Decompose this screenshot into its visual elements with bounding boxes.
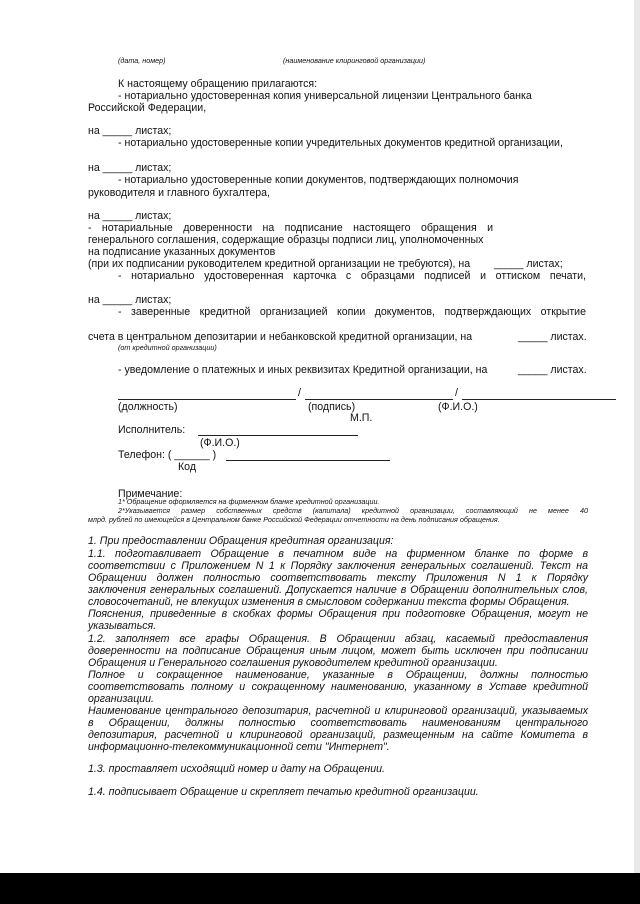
executor-line: [198, 435, 358, 436]
separator-1: /: [298, 387, 301, 399]
para-1-2-line: Полное и сокращенное наименование, указанные в Обращении, должны полностью: [88, 669, 588, 681]
clearing-org-caption: (наименование клиринговой организации): [283, 56, 426, 65]
sheets-count-3: на _____ листах;: [88, 210, 172, 222]
sheets-count-1: на _____ листах;: [88, 125, 172, 137]
para-1-2-line: 1.2. заполняет все графы Обращения. В Обращении абзац, касаемый предоставления: [88, 633, 588, 645]
stamp-caption: М.П.: [350, 412, 373, 424]
fio-caption: (Ф.И.О.): [438, 401, 478, 413]
attachment-proxy-l3: на подписание указанных документов: [88, 246, 276, 258]
attachment-authority-cont: руководителя и главного бухгалтера,: [88, 187, 271, 199]
fio-line: [462, 399, 616, 400]
sheets-count-6: _____ листах.: [518, 331, 587, 343]
phone-line: [226, 460, 390, 461]
executor-label: Исполнитель:: [118, 424, 186, 436]
date-number-caption: (дата, номер): [118, 56, 166, 65]
para-1-2-line: в Обращении, должны полностью соответствовать наименованиям центрального: [88, 717, 588, 729]
position-line: [118, 399, 296, 400]
attachment-charter: - нотариально удостоверенные копии учредительных документов кредитной организации,: [118, 137, 563, 149]
para-1-2-line: информационно-телекоммуникационной сети "Интернет".: [88, 741, 390, 753]
accounts-note: (от кредитной организации): [118, 343, 217, 352]
signature-line: [305, 399, 453, 400]
note-2-cont: млрд. рублей по имеющейся в Центральном банке Российской Федерации отчетности на день подписания обращения.: [88, 515, 500, 524]
scan-bottom-border: [0, 873, 640, 904]
para-1-1-line: Пояснения, приведенные в скобках формы Обращения при подготовке Обращения, могут не: [88, 608, 588, 620]
para-1-2-line: депозитария, расчетной и клиринговой организаций, размещенным на сайте Комитета в: [88, 729, 588, 741]
para-1-1-line: 1.1. подготавливает Обращение в печатном виде на фирменном бланке по форме в: [88, 548, 588, 560]
sheets-count-5: на _____ листах;: [88, 294, 172, 306]
sheets-count-7: _____ листах.: [518, 364, 587, 376]
attachment-proxy-l2: генерального соглашения, содержащие образцы подписи лиц, уполномоченных: [88, 234, 484, 246]
attachment-requisites: - уведомление о платежных и иных реквизитах Кредитной организации, на: [118, 364, 488, 376]
para-1-2-line: Наименование центрального депозитария, расчетной и клиринговой организаций, указываемых: [88, 705, 588, 717]
para-1-1-line: Обращении должен полностью соответствовать тексту Приложения N 1 к Порядку: [88, 572, 588, 584]
note-2: 2*Указывается размер собственных средств (капитала) кредитной организации, составляющий не менее 40: [118, 506, 588, 515]
attachment-proxy: - нотариальные доверенности на подписание настоящего обращения и: [88, 222, 493, 234]
para-1-2-line: организации.: [88, 693, 154, 705]
para-1-2-line: соответствовать полному и сокращенному наименованию, указанному в Уставе кредитной: [88, 681, 588, 693]
sheets-count-2: на _____ листах;: [88, 162, 172, 174]
attachment-authority: - нотариально удостоверенные копии документов, подтверждающих полномочия: [118, 174, 519, 186]
attachment-proxy-l4: (при их подписании руководителем кредитной организации не требуются), на: [88, 258, 471, 270]
attachment-license: - нотариально удостоверенная копия универсальной лицензии Центрального банка: [118, 90, 532, 102]
signature-caption: (подпись): [308, 401, 356, 413]
para-1-2-line: Обращения и Генерального соглашения руководителем кредитной организации.: [88, 657, 498, 669]
para-1-3: 1.3. проставляет исходящий номер и дату на Обращении.: [88, 763, 385, 775]
para-1-2-line: доверенности на подписание Обращения иным лицом, может быть исключен при подписании: [88, 645, 588, 657]
para-1-1-line: заключения генеральных соглашений. Допускается наличие в Обращении дополнительных слов,: [88, 584, 588, 596]
para-1-1-line: словосочетаний, не влекущих изменения в смысловом содержании текста формы Обращения.: [88, 596, 570, 608]
para-1-1-line: соответствии с Приложением N 1 к Порядку заключения генеральных соглашений. Текст на: [88, 560, 588, 572]
separator-2: /: [455, 387, 458, 399]
executor-fio-caption: (Ф.И.О.): [200, 437, 240, 449]
scan-edge: [634, 0, 640, 873]
code-caption: Код: [178, 461, 197, 473]
instructions-title: 1. При предоставлении Обращения кредитная организация:: [88, 535, 394, 547]
attachment-signature-card: - нотариально удостоверенная карточка с образцами подписей и оттиском печати,: [118, 270, 586, 282]
notes-title: Примечание:: [118, 488, 183, 500]
position-caption: (должность): [118, 401, 178, 413]
para-1-1-line: указываться.: [88, 620, 157, 632]
attachment-license-cont: Российской Федерации,: [88, 102, 207, 114]
sheets-count-4: _____ листах;: [494, 258, 563, 270]
note-1: 1* Обращение оформляется на фирменном бланке кредитной организации.: [118, 497, 380, 506]
attachments-intro: К настоящему обращению прилагаются:: [118, 78, 318, 90]
para-1-4: 1.4. подписывает Обращение и скрепляет печатью кредитной организации.: [88, 786, 479, 798]
attachment-accounts: - заверенные кредитной организацией копии документов, подтверждающих открытие: [118, 306, 586, 318]
phone-label: Телефон: ( ______ ): [118, 449, 217, 461]
attachment-accounts-cont: счета в центральном депозитарии и небанковской кредитной организации, на: [88, 331, 473, 343]
